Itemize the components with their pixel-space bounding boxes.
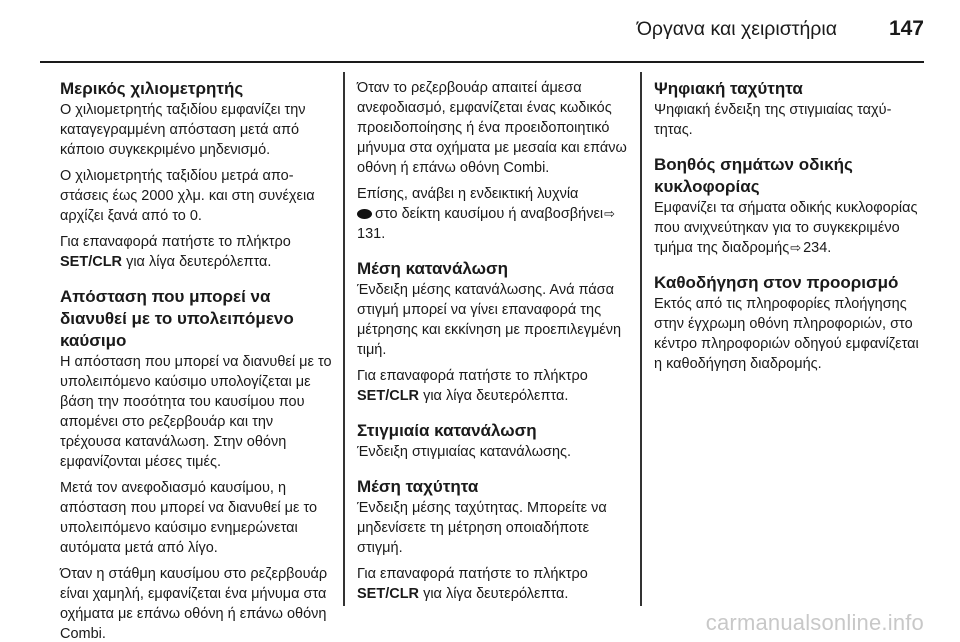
- section-heading: Στιγμιαία κατανάλωση: [357, 421, 537, 440]
- paragraph: Για επαναφορά πατήστε το πλήκτρο SET/CLR για λίγα δευτερόλεπτα.: [357, 368, 588, 404]
- paragraph: Για επαναφορά πατήστε το πλήκτρο SET/CLR για λίγα δευτερόλεπτα.: [357, 566, 588, 602]
- page-number: 147: [888, 17, 924, 40]
- chapter-title: Όργανα και χειριστήρια: [636, 18, 837, 40]
- section-route-guidance: [654, 272, 924, 374]
- section-heading: Βοηθός σημάτων οδικής κυκλοφορίας: [654, 155, 853, 196]
- section-heading: Καθοδήγηση στον προορισμό: [654, 273, 899, 292]
- key-label: SET/CLR: [357, 586, 420, 602]
- paragraph: Η απόσταση που μπορεί να διανυθεί με το υπολειπόμενο καύσιμο υπολογίζεται με βάση την ποσότητα του καυσίμου που απομένει στο ρεζερβουάρ και την τρέχουσα κατανάλωση. Στην οθόνη εμφανίζονται μέσες τιμές.: [60, 354, 332, 470]
- column-1: [60, 78, 332, 642]
- column-3: [654, 78, 924, 388]
- header-rule: [40, 61, 924, 63]
- section-average-consumption: [357, 258, 627, 406]
- section-trip-odometer: [60, 78, 332, 272]
- paragraph: Επίσης, ανάβει η ενδεικτική λυχνία στο δείκτη καυσίμου ή αναβοσβήνει⇨131.: [357, 186, 616, 242]
- page-header: [0, 0, 960, 62]
- section-instant-consumption: [357, 420, 627, 462]
- section-traffic-sign-assistant: [654, 154, 924, 258]
- section-average-speed: [357, 476, 627, 604]
- section-digital-speed: [654, 78, 924, 140]
- paragraph: Ψηφιακή ένδειξη της στιγμιαίας ταχύτητας.: [654, 102, 892, 138]
- section-range-continued: [357, 78, 627, 244]
- paragraph: Εκτός από τις πληροφορίες πλοήγησης στην έγχρωμη οθόνη πληροφοριών, στο κέντρο πληροφοριών οδηγού εμφανίζεται η καθοδήγηση διαδρομής.: [654, 296, 919, 372]
- section-heading: Μερικός χιλιομετρητής: [60, 79, 244, 98]
- paragraph: Εμφανίζει τα σήματα οδικής κυκλοφορίας που ανιχνεύτηκαν για το συγκεκριμένο τμήμα της διαδρομής⇨ 234.: [654, 200, 918, 256]
- page-reference-icon: ⇨: [790, 240, 802, 255]
- page-reference[interactable]: 131.: [357, 226, 386, 242]
- section-heading: Απόσταση που μπορεί να διανυθεί με το υπολειπόμενο καύσιμο: [60, 287, 294, 350]
- paragraph: Για επαναφορά πατήστε το πλήκτρο SET/CLR για λίγα δευτερόλεπτα.: [60, 234, 291, 270]
- section-range: [60, 286, 332, 642]
- section-heading: Μέση κατανάλωση: [357, 259, 509, 278]
- page-reference[interactable]: 234.: [803, 240, 832, 256]
- column-divider-2: [640, 72, 642, 606]
- paragraph: Ο χιλιομετρητής ταξιδίου μετρά αποστάσεις έως 2000 χλμ. και στη συνέχεια αρχίζει ξανά από το 0.: [60, 168, 315, 224]
- paragraph: Όταν η στάθμη καυσίμου στο ρεζερβουάρ είναι χαμηλή, εμφανίζεται ένα μήνυμα στα οχήματα με επάνω οθόνη ή επάνω οθόνη Combi.: [60, 566, 328, 642]
- key-label: SET/CLR: [60, 254, 123, 270]
- section-heading: Ψηφιακή ταχύτητα: [654, 79, 803, 98]
- paragraph: Ένδειξη στιγμιαίας κατανάλωσης.: [357, 444, 572, 460]
- section-heading: Μέση ταχύτητα: [357, 477, 479, 496]
- fuel-warning-lamp-icon: [357, 209, 372, 219]
- watermark: carmanualsonline.info: [705, 610, 924, 635]
- column-divider-1: [343, 72, 345, 606]
- column-2: [357, 78, 627, 618]
- paragraph: Ένδειξη μέσης κατανάλωσης. Ανά πάσα στιγμή μπορεί να γίνει επαναφορά της μέτρησης και εκκίνηση με προεπιλεγμένη τιμή.: [357, 282, 622, 358]
- paragraph: Ένδειξη μέσης ταχύτητας. Μπορείτε να μηδενίσετε τη μέτρηση οποιαδήποτε στιγμή.: [357, 500, 607, 556]
- paragraph: Μετά τον ανεφοδιασμό καυσίμου, η απόσταση που μπορεί να διανυθεί με το υπολειπόμενο καύσιμο ενημερώνεται αυτόματα μετά από λίγο.: [60, 480, 318, 556]
- key-label: SET/CLR: [357, 388, 420, 404]
- paragraph: Όταν το ρεζερβουάρ απαιτεί άμεσα ανεφοδιασμό, εμφανίζεται ένας κωδικός προειδοποίησης ή ένα προειδοποιητικό μήνυμα στα οχήματα με μεσαία και επάνω οθόνη ή επάνω οθόνη Combi.: [357, 80, 627, 176]
- paragraph: Ο χιλιομετρητής ταξιδίου εμφανίζει την καταγεγραμμένη απόσταση μετά από κάποιο συγκεκριμένο μηδενισμό.: [60, 102, 306, 158]
- page-reference-icon: ⇨: [604, 206, 616, 221]
